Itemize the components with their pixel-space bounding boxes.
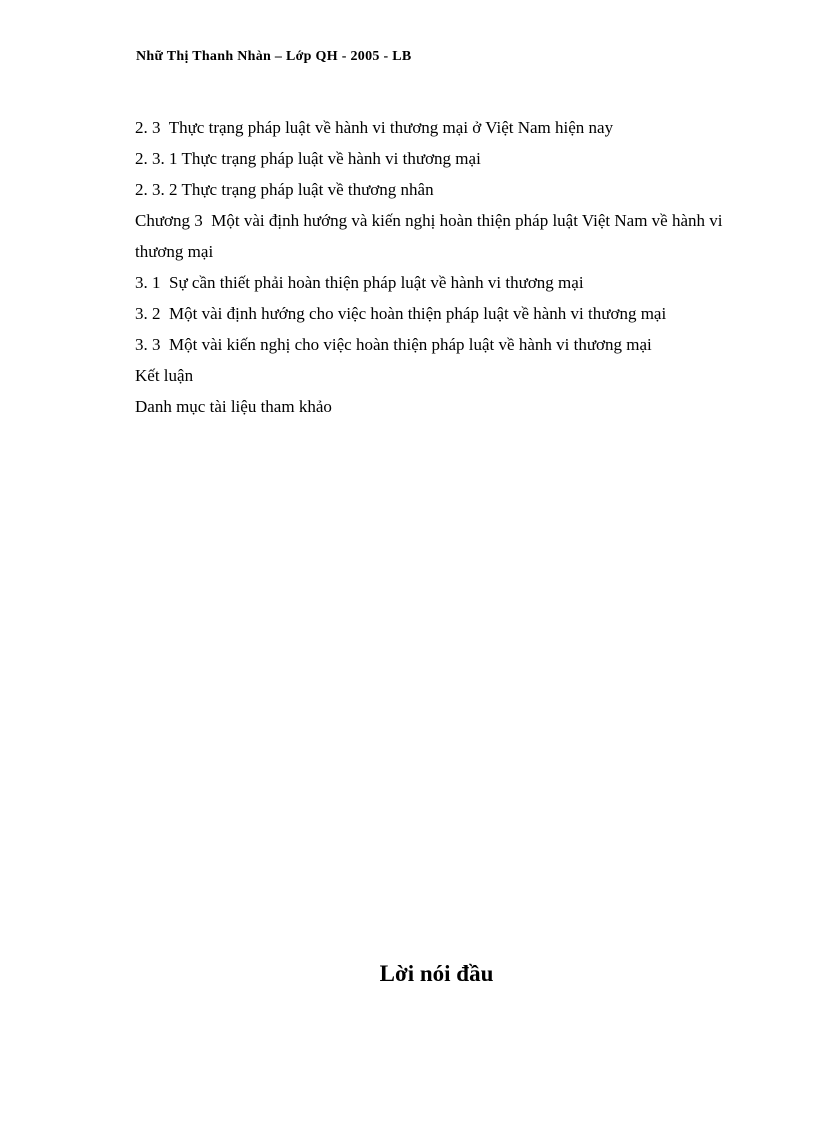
toc-entry-number: Chương 3 [135, 211, 203, 230]
table-of-contents [135, 112, 735, 422]
toc-entry-title: Một vài định hướng cho việc hoàn thiện pháp luật về hành vi thương mại [169, 304, 667, 323]
toc-entry-3-2 [135, 298, 735, 329]
toc-entry-title: Thực trạng pháp luật về hành vi thương mại [181, 149, 481, 168]
toc-entry-2-3-1 [135, 143, 735, 174]
toc-entry-title: Thực trạng pháp luật về hành vi thương mại ở Việt Nam hiện nay [168, 118, 614, 137]
toc-entry-chapter-3 [135, 205, 735, 267]
toc-entry-3-3 [135, 329, 735, 360]
toc-entry-references [135, 391, 735, 422]
toc-entry-number: 2. 3 [135, 118, 161, 137]
toc-entry-2-3-2 [135, 174, 735, 205]
toc-entry-title: Một vài kiến nghị cho việc hoàn thiện pháp luật về hành vi thương mại [169, 335, 652, 354]
toc-entry-title: Kết luận [135, 366, 194, 385]
toc-entry-title: Sự cần thiết phải hoàn thiện pháp luật về hành vi thương mại [169, 273, 584, 292]
toc-entry-3-1 [135, 267, 735, 298]
toc-entry-number: 2. 3. 1 [135, 149, 178, 168]
toc-entry-title: Một vài định hướng và kiến nghị hoàn thiện pháp luật Việt Nam về hành vi thương mại [135, 211, 723, 261]
toc-entry-number: 3. 3 [135, 335, 161, 354]
toc-entry-title: Danh mục tài liệu tham khảo [135, 397, 332, 416]
toc-entry-number: 3. 2 [135, 304, 161, 323]
section-heading-preface: Lời nói đầu [379, 961, 494, 986]
toc-entry-title: Thực trạng pháp luật về thương nhân [181, 180, 434, 199]
toc-entry-number: 2. 3. 2 [135, 180, 178, 199]
toc-entry-conclusion [135, 360, 735, 391]
toc-entry-number: 3. 1 [135, 273, 161, 292]
toc-entry-2-3 [135, 112, 735, 143]
page-header-author: Nhữ Thị Thanh Nhàn – Lớp QH - 2005 - LB [136, 49, 412, 64]
